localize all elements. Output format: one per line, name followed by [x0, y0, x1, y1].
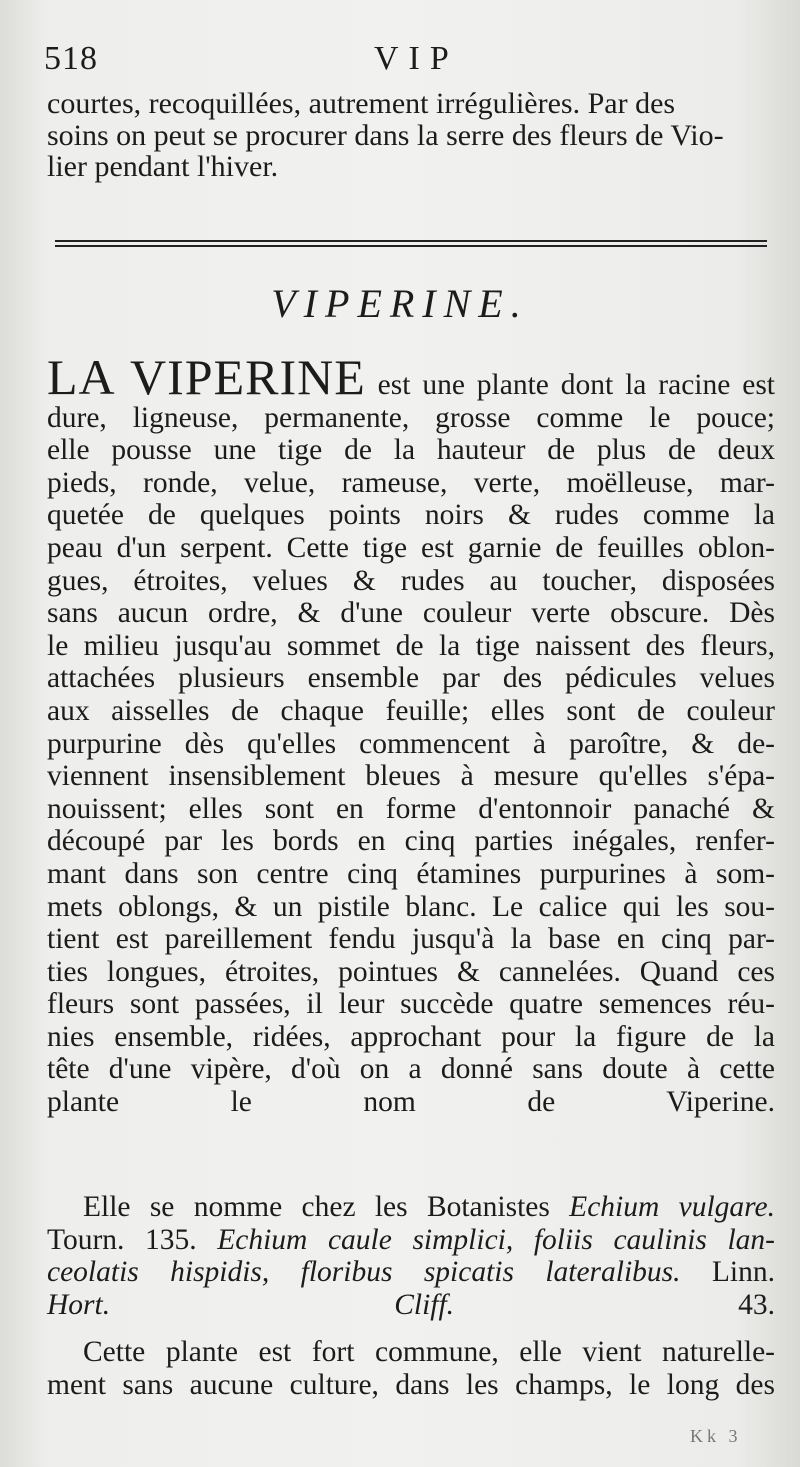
text-line: aux aisselles de chaque feuille; elles sont de couleur — [47, 694, 775, 727]
text-line: quetée de quelques points noirs & rudes comme la — [47, 499, 775, 532]
text-line: tête d'une vipère, d'où on a donné sans doute à cette — [47, 1053, 775, 1086]
text-line: nies ensemble, ridées, approchant pour la figure de la — [47, 1020, 775, 1053]
text-line — [47, 1224, 775, 1257]
synonymy-text: Linn. — [680, 1256, 776, 1289]
text-line: mets oblongs, & un pistile blanc. Le calice qui les sou- — [47, 890, 775, 923]
article-title: VIPERINE. — [271, 281, 529, 326]
text-line: viennent insensiblement bleues à mesure qu'elles s'épa- — [47, 760, 775, 793]
text-line: découpé par les bords en cinq parties inégales, renfer- — [47, 825, 775, 858]
text-line: peau d'un serpent. Cette tige est garnie de feuilles oblon- — [47, 531, 775, 564]
text-line: mant dans son centre cinq étamines purpurines à som- — [47, 857, 775, 890]
text-line: ment sans aucune culture, dans les champs, le long des — [47, 1368, 775, 1401]
text-line-rest: est une plante dont la racine est — [365, 369, 775, 401]
text-line: Cette plante est fort commune, elle vient naturelle- — [83, 1336, 775, 1368]
text-line: courtes, recoquillées, autrement irrégulières. Par des — [47, 87, 676, 120]
latin-name: Echium vulgare. — [569, 1191, 775, 1223]
latin-name: ceolatis hispidis, floribus spicatis lateralibus. — [47, 1256, 681, 1289]
text-line — [47, 349, 775, 405]
botanical-synonymy — [47, 1191, 775, 1321]
text-line: sans aucun ordre, & d'une couleur verte obscure. Dès — [47, 597, 775, 630]
latin-name: Echium caule simplici, foliis caulinis lan- — [217, 1223, 775, 1256]
text-line: nouissent; elles sont en forme d'entonnoir panaché & — [47, 792, 775, 825]
text-line: soins on peut se procurer dans la serre des fleurs de Vio- — [47, 118, 724, 152]
text-line: gues, étroites, velues & rudes au toucher, disposées — [47, 564, 775, 597]
text-line: pieds, ronde, velue, rameuse, verte, moëlleuse, mar- — [47, 466, 775, 499]
running-head — [44, 40, 764, 90]
text-line: attachées plusieurs ensemble par des pédicules velues — [47, 662, 775, 695]
synonymy-text: 43. — [454, 1288, 775, 1321]
running-title: VIP — [374, 40, 459, 77]
text-line: ties longues, étroites, pointues & cannelées. Quand ces — [47, 955, 775, 988]
text-line — [47, 1191, 775, 1224]
signature-mark: Kk 3 — [690, 1426, 742, 1446]
text-line: elle pousse une tige de la hauteur de plus de deux — [47, 434, 775, 467]
text-line: lier pendant l'hiver. — [47, 150, 279, 184]
text-line — [47, 1256, 775, 1289]
page-number: 518 — [44, 40, 98, 77]
article-body — [47, 349, 775, 1119]
text-line: le milieu jusqu'au sommet de la tige naissent des fleurs, — [47, 629, 775, 662]
drop-initial-lead: LA VIPERINE — [47, 349, 366, 405]
text-line: plante le nom de Viperine. — [47, 1086, 775, 1119]
text-line — [47, 1289, 775, 1322]
previous-entry-ending — [47, 88, 775, 183]
section-divider-rule — [55, 240, 767, 247]
latin-name: Hort. Cliff. — [47, 1288, 455, 1321]
synonymy-text: Tourn. 135. — [47, 1223, 218, 1256]
text-line: purpurine dès qu'elles commencent à paroître, & de- — [47, 727, 775, 760]
synonymy-text: Elle se nomme chez les Botanistes — [83, 1191, 570, 1223]
text-line: fleurs sont passées, il leur succède quatre semences réu- — [47, 988, 775, 1021]
text-line: dure, ligneuse, permanente, grosse comme le pouce; — [47, 401, 775, 434]
text-line: tient est pareillement fendu jusqu'à la base en cinq par- — [47, 923, 775, 956]
habitat-paragraph — [47, 1336, 775, 1401]
